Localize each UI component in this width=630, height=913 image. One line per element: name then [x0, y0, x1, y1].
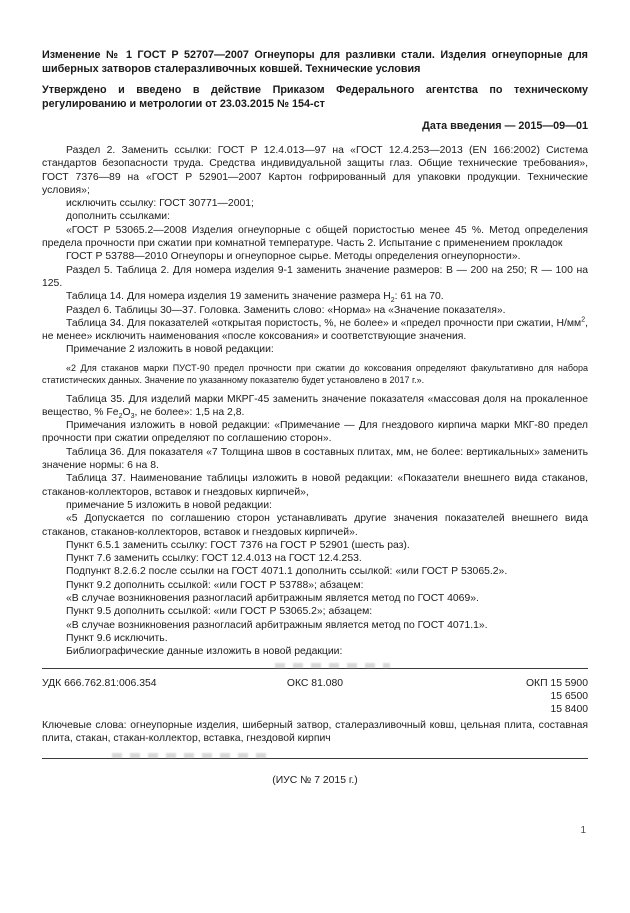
paragraph: «В случае возникновения разногласий арбитражным является метод по ГОСТ 4071.1».: [66, 619, 488, 631]
paragraph: Примечание 2 изложить в новой редакции:: [66, 344, 274, 356]
paragraph: Раздел 5. Таблица 2. Для номера изделия 9-1 заменить значение размеров: В — 200 на 250; R — 100 на 125.: [42, 264, 588, 289]
okp-line: ОКП 15 5900: [525, 677, 588, 689]
print-bleed-artifact: [112, 753, 272, 758]
page-content: [42, 48, 588, 787]
effective-date: Дата введения — 2015—09—01: [422, 120, 588, 132]
body-paragraphs: [42, 144, 588, 659]
separator-rule-bottom: [42, 758, 588, 759]
separator-rule-top: [42, 668, 588, 669]
paragraph: дополнить ссылками:: [66, 211, 170, 223]
paragraph: Примечания изложить в новой редакции: «Примечание — Для гнездового кирпича марки МКГ-80 предел прочности при сжатии определяют по соглашению сторон».: [42, 420, 588, 445]
bibliographic-codes: [42, 677, 588, 716]
paragraph: Подпункт 8.2.6.2 после ссылки на ГОСТ 4071.1 дополнить ссылкой: «или ГОСТ Р 53065.2».: [66, 566, 508, 578]
page-number: 1: [580, 825, 586, 836]
paragraph: Раздел 2. Заменить ссылки: ГОСТ Р 12.4.013—97 на «ГОСТ 12.4.253—2013 (EN 166:2002) Система стандартов безопасности труда. Средства индивидуальной защиты глаз. Общие технические требования», ГОСТ 7376—89 на «ГОСТ Р 52901—2007 Картон гофрированный для упаковки продукции. Технические условия»;: [42, 145, 588, 196]
paragraph: ГОСТ Р 53788—2010 Огнеупоры и огнеупорное сырье. Методы определения огнеупорности».: [66, 251, 521, 263]
paragraph: Таблица 37. Наименование таблицы изложить в новой редакции: «Показатели внешнего вида стаканов, стаканов-коллекторов, вставок и гнездовых кирпичей»,: [42, 473, 588, 498]
print-bleed-artifact: [275, 663, 390, 668]
paragraph: Пункт 7.6 заменить ссылку: ГОСТ 12.4.013 на ГОСТ 12.4.253.: [66, 553, 362, 565]
approval-statement: Утверждено и введено в действие Приказом Федерального агентства по техническому регулированию и метрологии от 23.03.2015 № 154-ст: [42, 84, 588, 110]
paragraph: Пункт 9.5 дополнить ссылкой: «или ГОСТ Р 53065.2»; абзацем:: [66, 606, 373, 618]
paragraph: Пункт 6.5.1 заменить ссылку: ГОСТ 7376 на ГОСТ Р 52901 (шесть раз).: [66, 539, 410, 551]
ius-issue-note: (ИУС № 7 2015 г.): [272, 775, 358, 787]
note-paragraph: «2 Для стаканов марки ПУСТ-90 предел прочности при сжатии до коксования определяют факультативно для набора статистических данных. Значение по указанному показателю будет установлено в 2017 г.».: [42, 362, 588, 386]
document-title: Изменение № 1 ГОСТ Р 52707—2007 Огнеупоры для разливки стали. Изделия огнеупорные для шиберных затворов сталеразливочных ковшей. Технические условия: [42, 49, 588, 75]
keywords-paragraph: Ключевые слова: огнеупорные изделия, шиберный затвор, сталеразливочный ковш, цельная плита, составная плита, стакан, стакан-коллектор, вставка, гнездовой кирпич: [42, 719, 588, 744]
paragraph: Пункт 9.6 исключить.: [66, 632, 168, 644]
okp-line: 15 8400: [550, 703, 588, 715]
horizontal-rule: [42, 758, 588, 759]
paragraph: примечание 5 изложить в новой редакции:: [66, 499, 272, 511]
paragraph: Таблица 34. Для показателей «открытая пористость, %, не более» и «предел прочности при сжатии, $Н/мм^2$, не менее» исключить наименования «после коксования» и соответствующие значения.: [42, 316, 588, 343]
paragraph: «В случае возникновения разногласий арбитражным является метод по ГОСТ 4069».: [66, 593, 479, 605]
paragraph: «5 Допускается по соглашению сторон устанавливать другие значения показателей внешнего вида стаканов, стаканов-коллекторов, вставок и гнездовых кирпичей».: [42, 513, 588, 538]
paragraph: Раздел 6. Таблицы 30—37. Головка. Заменить слово: «Норма» на «Значение показателя».: [66, 304, 506, 316]
okp-codes: [395, 677, 588, 716]
horizontal-rule: [42, 668, 588, 669]
paragraph: Таблица 35. Для изделий марки МКРГ-45 заменить значение показателя «массовая доля на прокаленное вещество, % $Fe_2O_3$, не более»: 1,5 на 2,8.: [42, 393, 588, 420]
paragraph: Пункт 9.2 дополнить ссылкой: «или ГОСТ Р 53788»; абзацем:: [66, 579, 364, 591]
okp-line: 15 6500: [550, 690, 588, 702]
paragraph: Таблица 36. Для показателя «7 Толщина швов в составных плитах, мм, не более: вертикальных» заменить значение нормы: 6 на 8.: [42, 446, 588, 472]
paragraph: «ГОСТ Р 53065.2—2008 Изделия огнеупорные с общей пористостью менее 45 %. Метод определения предела прочности при сжатии при комнатной температуре. Часть 2. Испытание с применением прокладок: [42, 224, 588, 250]
paragraph: Таблица 14. Для номера изделия 19 заменить значение размера $Н_2$: 61 на 70.: [66, 291, 444, 305]
udc-code: УДК 666.762.81:006.354: [42, 677, 157, 689]
paragraph: исключить ссылку: ГОСТ 30771—2001;: [66, 198, 254, 210]
oks-code: ОКС 81.080: [286, 677, 344, 689]
paragraph: Библиографические данные изложить в новой редакции:: [66, 646, 343, 658]
